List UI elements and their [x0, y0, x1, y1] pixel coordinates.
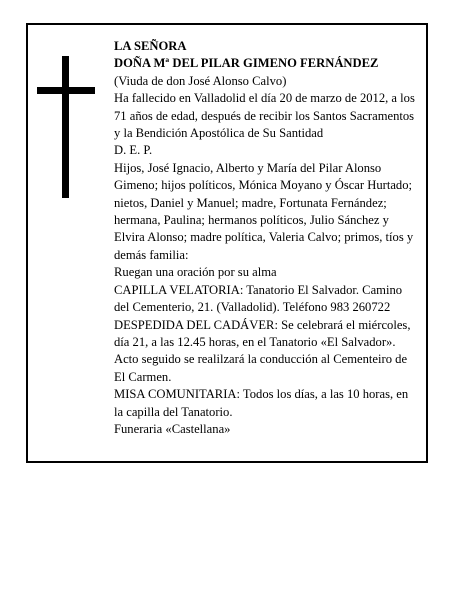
funeral-home: Funeraria «Castellana» — [114, 421, 231, 436]
cross-vertical-bar — [62, 56, 69, 198]
header-title: LA SEÑORA — [114, 39, 187, 53]
prayer-request: Ruegan una oración por su alma — [114, 265, 277, 280]
mass-info: MISA COMUNITARIA: Todos los días, a las 10 horas, en la capilla del Tanatorio. — [114, 387, 409, 419]
rip-line: D. E. P. — [114, 143, 153, 158]
family-list: Hijos, José Ignacio, Alberto y María del Pilar Alonso Gimeno; hijos políticos, Mónica Moyano y Óscar Hurtado; nietos, Daniel y Manuel; madre, Fortunata Fernández; hermana, Paulina; hermanos políticos, Julio Sánchez y Elvira Alonso; madre política, Valeria Calvo; primos, tíos y demás familia: — [114, 160, 414, 262]
chapel-info: CAPILLA VELATORIA: Tanatorio El Salvador. Camino del Cementerio, 21. (Valladolid). Teléfono 983 260722 — [114, 282, 403, 315]
farewell-info: DESPEDIDA DEL CADÁVER: Se celebrará el miércoles, día 21, a las 12.45 horas, en el Tanatorio «El Salvador». Acto seguido se realilzará la conducción al Cementeiro de El Carmen. — [114, 317, 411, 384]
death-announcement: Ha fallecido en Valladolid el día 20 de marzo de 2012, a los 71 años de edad, después de recibir los Santos Sacramentos y la Bendición Apostólica de Su Santidad — [114, 91, 415, 141]
deceased-name: DOÑA Mª DEL PILAR GIMENO FERNÁNDEZ — [114, 56, 379, 71]
cross-horizontal-bar — [37, 87, 95, 94]
widow-line: (Viuda de don José Alonso Calvo) — [114, 73, 287, 88]
cross-icon — [37, 56, 95, 198]
obituary-text — [114, 38, 418, 438]
